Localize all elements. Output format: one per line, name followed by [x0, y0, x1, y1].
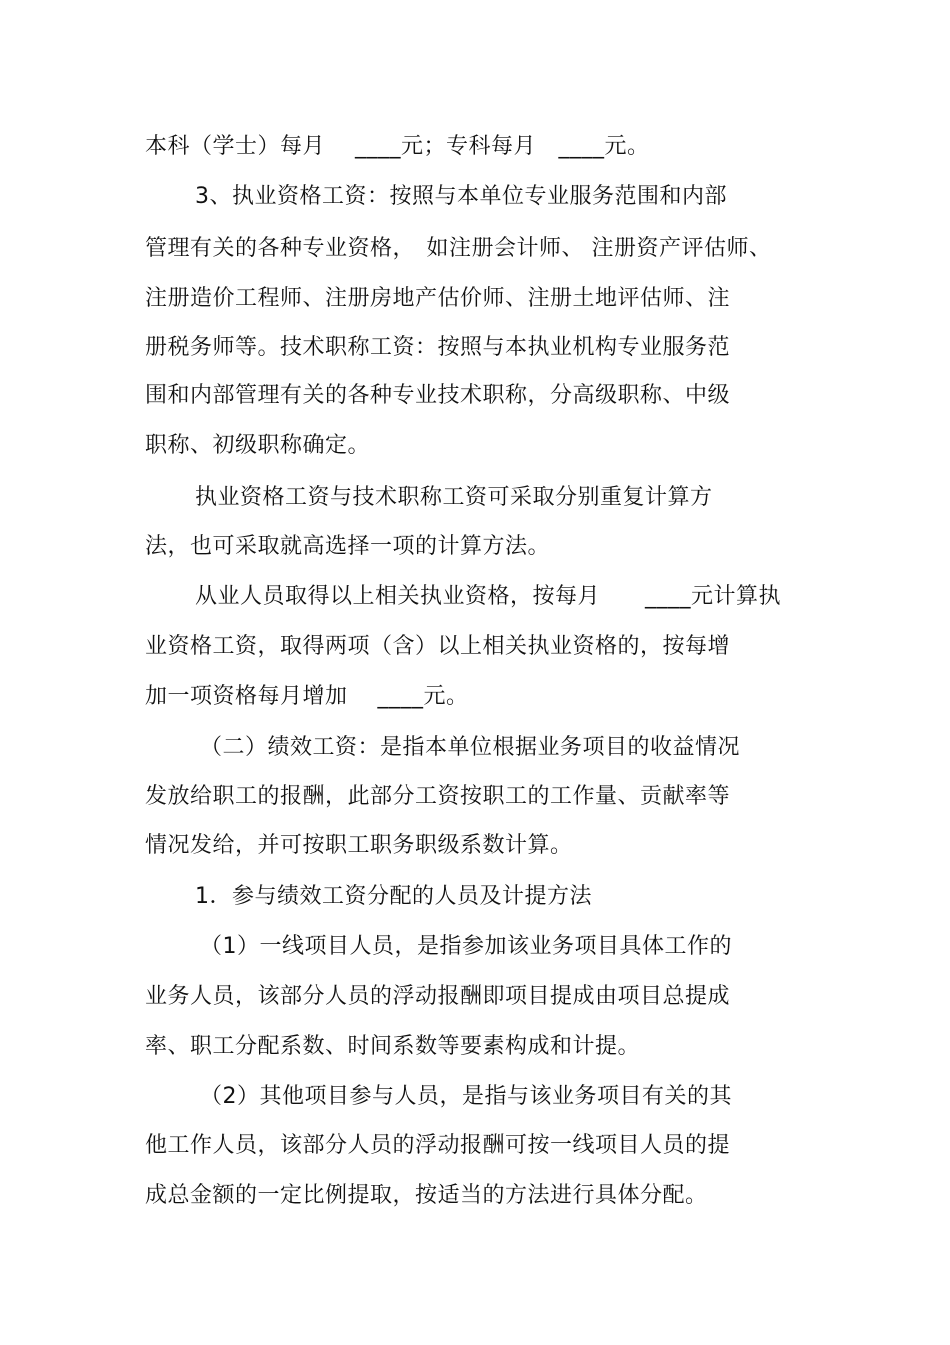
- text-line: 业资格工资，取得两项（含）以上相关执业资格的，按每增: [145, 634, 731, 659]
- text-line: 执业资格工资与技术职称工资可采取分别重复计算方: [195, 485, 713, 510]
- text-line: （二）绩效工资：是指本单位根据业务项目的收益情况: [200, 735, 741, 760]
- text-line: 情况发给，并可按职工职务职级系数计算。: [145, 833, 573, 858]
- text-line: 册税务师等。技术职称工资：按照与本执业机构专业服务范: [145, 335, 731, 360]
- text-line: 本科（学士）每月 ____元；专科每月 ____元。: [145, 134, 650, 159]
- text-line: 加一项资格每月增加 ____元。: [145, 684, 469, 709]
- text-line: 从业人员取得以上相关执业资格，按每月 ____元计算执: [195, 584, 782, 609]
- text-line: 管理有关的各种专业资格， 如注册会计师、 注册资产评估师、: [145, 236, 772, 261]
- text-line: 注册造价工程师、注册房地产估价师、注册土地评估师、注: [145, 286, 731, 311]
- text-line: 1．参与绩效工资分配的人员及计提方法: [195, 884, 592, 909]
- text-line: 成总金额的一定比例提取，按适当的方法进行具体分配。: [145, 1183, 708, 1208]
- text-line: 3、执业资格工资：按照与本单位专业服务范围和内部: [195, 184, 727, 209]
- text-line: 法，也可采取就高选择一项的计算方法。: [145, 534, 551, 559]
- text-line: 他工作人员，该部分人员的浮动报酬可按一线项目人员的提: [145, 1133, 731, 1158]
- text-line: 业务人员，该部分人员的浮动报酬即项目提成由项目总提成: [145, 984, 731, 1009]
- text-line: 率、职工分配系数、时间系数等要素构成和计提。: [145, 1034, 641, 1059]
- text-line: 发放给职工的报酬，此部分工资按职工的工作量、贡献率等: [145, 784, 731, 809]
- text-line: （2）其他项目参与人员，是指与该业务项目有关的其: [200, 1084, 732, 1109]
- text-line: （1）一线项目人员，是指参加该业务项目具体工作的: [200, 934, 732, 959]
- text-line: 职称、初级职称确定。: [145, 433, 371, 458]
- text-line: 围和内部管理有关的各种专业技术职称，分高级职称、中级: [145, 383, 731, 408]
